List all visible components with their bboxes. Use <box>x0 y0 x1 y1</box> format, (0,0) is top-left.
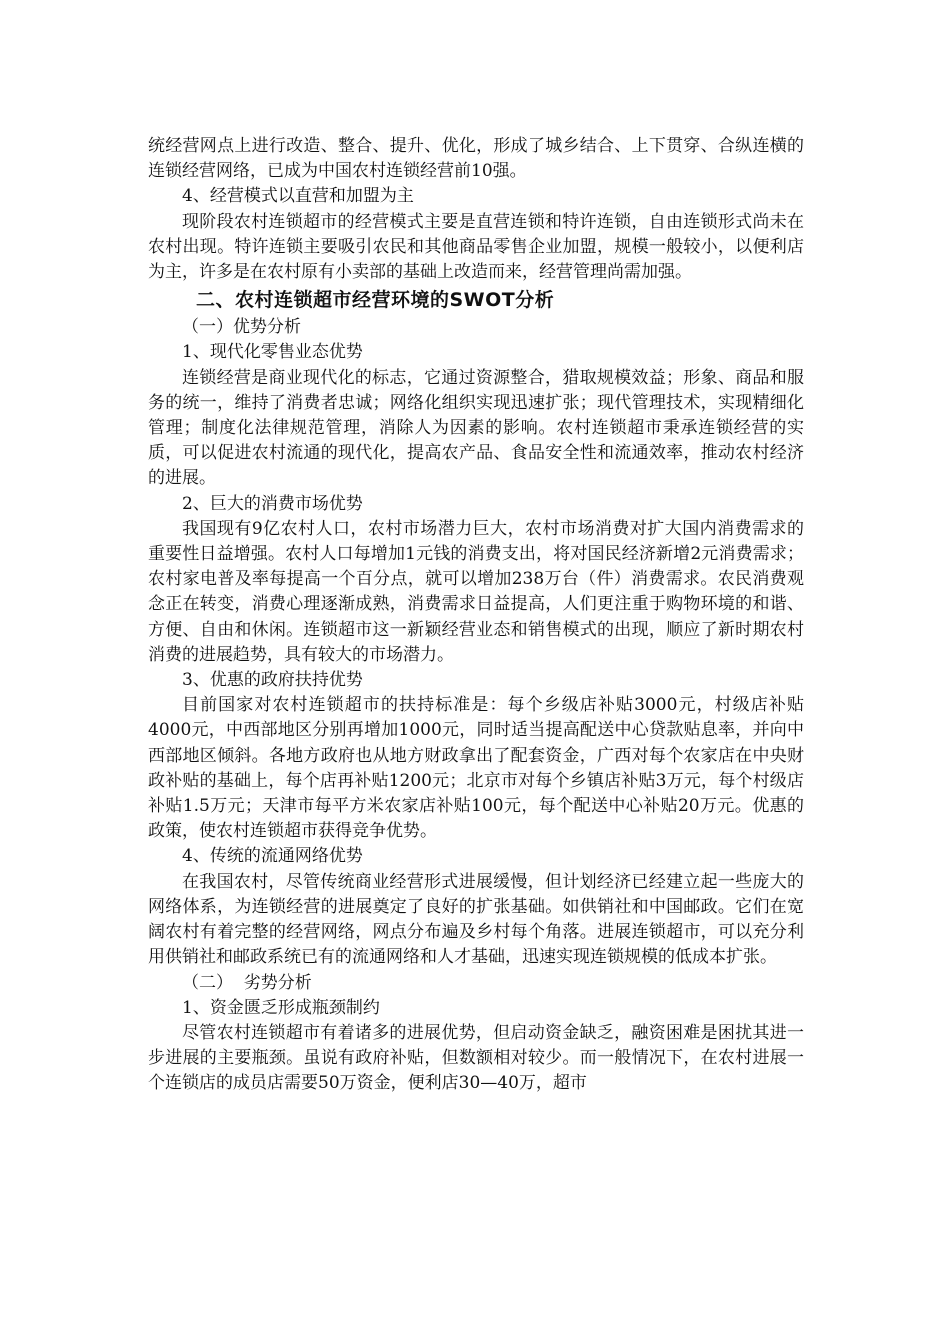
item4-heading: 4、经营模式以直营和加盟为主 <box>182 186 414 207</box>
advantage2-heading: 2、巨大的消费市场优势 <box>182 493 363 514</box>
section2-title: 二、农村连锁超市经营环境的SWOT分析 <box>196 289 555 312</box>
document-page <box>148 134 804 1097</box>
advantage2-body-paragraph: 我国现有9亿农村人口，农村市场潜力巨大，农村市场消费对扩大国内消费需求的重要性日益增强。农村人口每增加1元钱的消费支出，将对国民经济新增2元消费需求；农村家电普及率每提高一个百分点，就可以增加238万台（件）消费需求。农民消费观念正在转变，消费心理逐渐成熟，消费需求日益提高，人们更注重于购物环境的和谐、方便、自由和休闲。连锁超市这一新颖经营业态和销售模式的出现，顺应了新时期农村消费的进展趋势，具有较大的市场潜力。 <box>148 518 804 665</box>
advantage3-heading: 3、优惠的政府扶持优势 <box>182 670 363 691</box>
advantages-subtitle: （一）优势分析 <box>182 317 301 338</box>
disadvantage1-body-paragraph: 尽管农村连锁超市有着诸多的进展优势，但启动资金缺乏，融资困难是困扰其进一步进展的主要瓶颈。虽说有政府补贴，但数额相对较少。而一般情况下，在农村进展一个连锁店的成员店需要50万资金，便利店30—40万，超市 <box>148 1022 804 1094</box>
advantage3-body-paragraph: 目前国家对农村连锁超市的扶持标准是：每个乡级店补贴3000元，村级店补贴4000元，中西部地区分别再增加1000元，同时适当提高配送中心贷款贴息率，并向中西部地区倾斜。各地方政府也从地方财政拿出了配套资金，广西对每个农家店在中央财政补贴的基础上，每个店再补贴1200元；北京市对每个乡镇店补贴3万元，每个村级店补贴1.5万元；天津市每平方米农家店补贴100元，每个配送中心补贴20万元。优惠的政策，使农村连锁超市获得竞争优势。 <box>148 695 804 842</box>
advantage1-heading: 1、现代化零售业态优势 <box>182 342 363 363</box>
advantage1-body-paragraph: 连锁经营是商业现代化的标志，它通过资源整合，猎取规模效益；形象、商品和服务的统一，维持了消费者忠诚；网络化组织实现迅速扩张；现代管理技术，实现精细化管理；制度化法律规范管理，消除人为因素的影响。农村连锁超市秉承连锁经营的实质，可以促进农村流通的现代化，提高农产品、食品安全性和流通效率，推动农村经济的进展。 <box>148 367 804 489</box>
disadvantage1-heading: 1、资金匮乏形成瓶颈制约 <box>182 997 380 1018</box>
advantage4-body-paragraph: 在我国农村，尽管传统商业经营形式进展缓慢，但计划经济已经建立起一些庞大的网络体系，为连锁经营的进展奠定了良好的扩张基础。如供销社和中国邮政。它们在宽阔农村有着完整的经营网络，网点分布遍及乡村每个角落。进展连锁超市，可以充分利用供销社和邮政系统已有的流通网络和人才基础，迅速实现连锁规模的低成本扩张。 <box>148 871 804 968</box>
item4-body-paragraph: 现阶段农村连锁超市的经营模式主要是直营连锁和特许连锁，自由连锁形式尚未在农村出现。特许连锁主要吸引农民和其他商品零售企业加盟，规模一般较小，以便利店为主，许多是在农村原有小卖部的基础上改造而来，经营管理尚需加强。 <box>148 211 804 283</box>
intro-continuation-paragraph: 统经营网点上进行改造、整合、提升、优化，形成了城乡结合、上下贯穿、合纵连横的连锁经营网络，已成为中国农村连锁经营前10强。 <box>148 136 804 182</box>
advantage4-heading: 4、传统的流通网络优势 <box>182 846 363 867</box>
disadvantages-subtitle: （二） 劣势分析 <box>182 972 312 993</box>
